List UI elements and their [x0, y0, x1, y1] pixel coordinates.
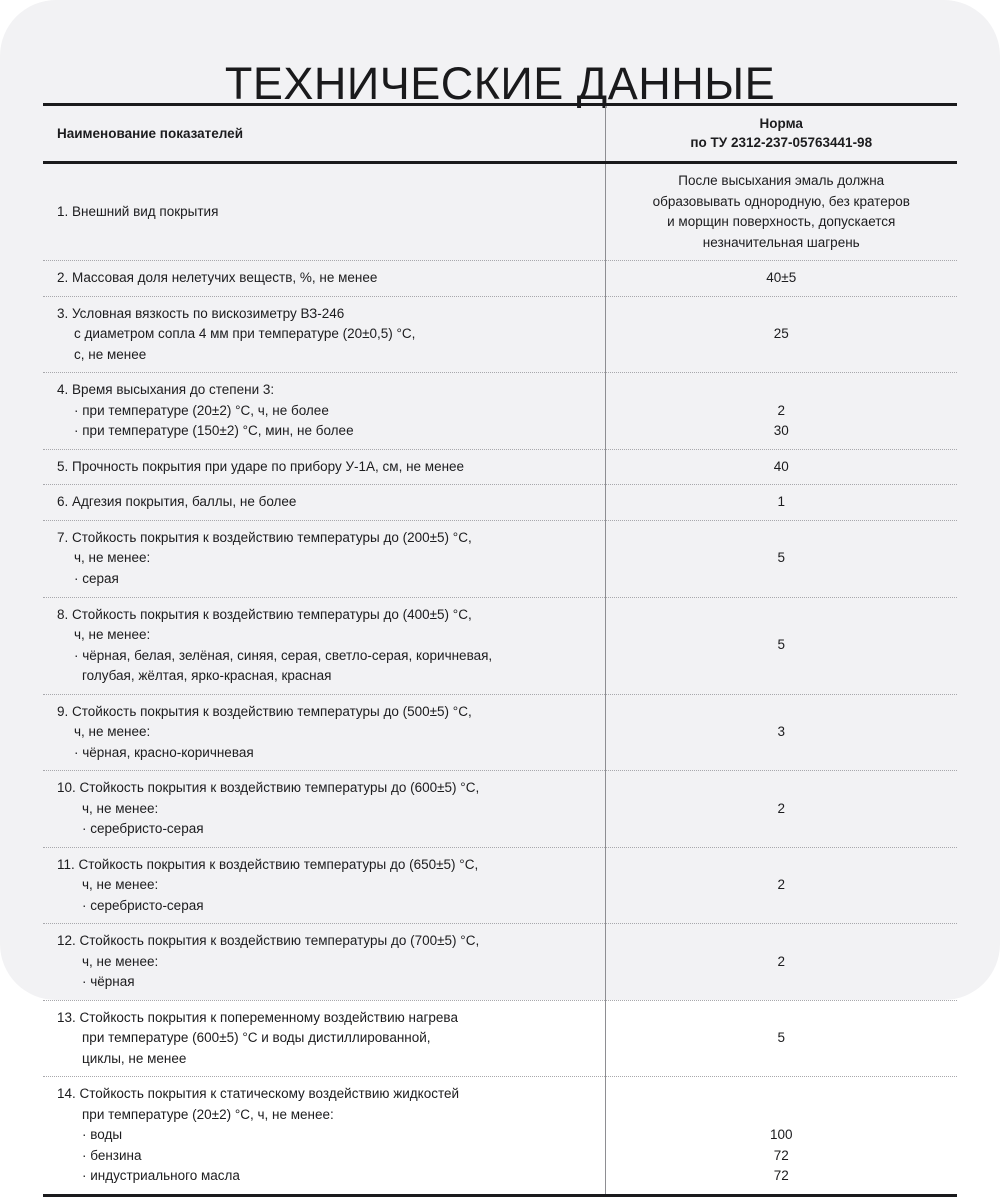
row-norm-value [605, 261, 957, 297]
parameter-line: ч, не менее: [74, 724, 151, 740]
parameter-line: · серая [74, 570, 119, 586]
value-spacer [614, 1105, 950, 1126]
value-line: 5 [777, 1030, 785, 1046]
value-line: 3 [777, 724, 785, 740]
parameter-line: ч, не менее: [74, 550, 151, 566]
value-line: 40 [773, 458, 789, 474]
row-parameter-name [43, 1077, 605, 1194]
parameter-line: 8. Стойкость покрытия к воздействию температуры до (400±5) °С, [57, 606, 472, 622]
value-line: 2 [777, 953, 785, 969]
parameter-line: 14. Стойкость покрытия к статическому воздействию жидкостей [57, 1086, 460, 1102]
row-norm-value [605, 449, 957, 485]
column-header-norm-title: Норма [759, 116, 803, 131]
table-row [43, 163, 957, 261]
table-row [43, 1077, 957, 1194]
table-row [43, 1000, 957, 1077]
parameter-line: циклы, не менее [82, 1050, 187, 1066]
parameter-line: · чёрная [82, 974, 135, 990]
row-parameter-name [43, 597, 605, 694]
column-header-norm [605, 105, 957, 163]
row-parameter-name [43, 373, 605, 450]
value-line: 2 [777, 402, 785, 418]
row-norm-value [605, 1000, 957, 1077]
table-bottom-rule [43, 1194, 957, 1197]
value-line: 5 [777, 637, 785, 653]
value-line: 2 [777, 800, 785, 816]
parameter-line: ч, не менее: [82, 800, 159, 816]
value-line: 100 [769, 1127, 793, 1143]
value-line: 40±5 [766, 270, 797, 286]
value-line: После высыхания эмаль должна [678, 173, 885, 189]
row-norm-value [605, 485, 957, 521]
table-row [43, 296, 957, 373]
value-line: 72 [773, 1168, 789, 1184]
table-header [43, 105, 957, 163]
spec-table-container [43, 103, 957, 1197]
row-parameter-name [43, 163, 605, 261]
value-line: образовывать однородную, без кратеров [652, 193, 910, 209]
table-header-row [43, 105, 957, 163]
row-parameter-name [43, 520, 605, 597]
parameter-line: 13. Стойкость покрытия к попеременному воздействию нагрева [57, 1009, 458, 1025]
page-title: ТЕХНИЧЕСКИЕ ДАННЫЕ [224, 58, 776, 110]
row-norm-value [605, 1077, 957, 1194]
parameter-line: 1. Внешний вид покрытия [57, 204, 219, 220]
value-line: 1 [777, 494, 785, 510]
value-line: 2 [777, 877, 785, 893]
parameter-line: · серебристо-серая [82, 897, 204, 913]
parameter-line: 9. Стойкость покрытия к воздействию температуры до (500±5) °С, [57, 703, 472, 719]
parameter-line: ч, не менее: [82, 953, 159, 969]
value-spacer [614, 1084, 950, 1105]
parameter-line: с диаметром сопла 4 мм при температуре (20±0,5) °С, [74, 326, 416, 342]
row-norm-value [605, 296, 957, 373]
parameter-line: ч, не менее: [74, 627, 151, 643]
parameter-line: · серебристо-серая [82, 821, 204, 837]
value-line: 72 [773, 1147, 789, 1163]
parameter-line: с, не менее [74, 346, 147, 362]
table-row [43, 373, 957, 450]
row-norm-value [605, 163, 957, 261]
column-header-name: Наименование показателей [43, 105, 605, 163]
parameter-line: ч, не менее: [82, 877, 159, 893]
parameter-line: при температуре (20±2) °С, ч, не менее: [82, 1106, 334, 1122]
row-parameter-name [43, 1000, 605, 1077]
parameter-line: 6. Адгезия покрытия, баллы, не более [57, 494, 297, 510]
table-row [43, 597, 957, 694]
row-parameter-name [43, 296, 605, 373]
value-spacer [614, 380, 950, 401]
parameter-line: 3. Условная вязкость по вискозиметру ВЗ-246 [57, 305, 345, 321]
table-row [43, 485, 957, 521]
parameter-line: · воды [82, 1127, 123, 1143]
table-row [43, 771, 957, 848]
row-parameter-name [43, 924, 605, 1001]
value-line: 30 [773, 423, 789, 439]
value-line: незначительная шагрень [702, 234, 860, 250]
parameter-line: · чёрная, белая, зелёная, синяя, серая, светло-серая, коричневая, [74, 647, 493, 663]
column-header-norm-spec: по ТУ 2312-237-05763441-98 [690, 134, 873, 150]
table-row [43, 261, 957, 297]
parameter-line: · чёрная, красно-коричневая [74, 744, 254, 760]
row-parameter-name [43, 261, 605, 297]
table-row [43, 924, 957, 1001]
row-parameter-name [43, 485, 605, 521]
table-row [43, 520, 957, 597]
parameter-line: 12. Стойкость покрытия к воздействию температуры до (700±5) °С, [57, 933, 480, 949]
value-line: 25 [773, 326, 789, 342]
table-row [43, 694, 957, 771]
parameter-line: · бензина [82, 1147, 142, 1163]
row-norm-value [605, 847, 957, 924]
row-parameter-name [43, 847, 605, 924]
parameter-line: 10. Стойкость покрытия к воздействию температуры до (600±5) °С, [57, 780, 480, 796]
row-norm-value [605, 597, 957, 694]
parameter-line: 2. Массовая доля нелетучих веществ, %, не менее [57, 270, 378, 286]
row-parameter-name [43, 771, 605, 848]
row-norm-value [605, 771, 957, 848]
table-row [43, 847, 957, 924]
value-line: 5 [777, 550, 785, 566]
value-line: и морщин поверхность, допускается [667, 214, 896, 230]
parameter-line: 11. Стойкость покрытия к воздействию температуры до (650±5) °С, [57, 856, 479, 872]
row-norm-value [605, 924, 957, 1001]
parameter-line: голубая, жёлтая, ярко-красная, красная [82, 668, 332, 684]
parameter-line: 4. Время высыхания до степени 3: [57, 382, 275, 398]
row-norm-value [605, 694, 957, 771]
parameter-line: · при температуре (20±2) °С, ч, не более [74, 402, 329, 418]
parameter-line: при температуре (600±5) °С и воды дистиллированной, [82, 1030, 431, 1046]
row-norm-value [605, 520, 957, 597]
row-norm-value [605, 373, 957, 450]
parameter-line: 7. Стойкость покрытия к воздействию температуры до (200±5) °С, [57, 529, 472, 545]
table-row [43, 449, 957, 485]
parameter-line: · при температуре (150±2) °С, мин, не более [74, 423, 354, 439]
table-body [43, 163, 957, 1194]
row-parameter-name [43, 694, 605, 771]
technical-data-table [43, 103, 957, 1194]
row-parameter-name [43, 449, 605, 485]
parameter-line: · индустриального масла [82, 1168, 240, 1184]
parameter-line: 5. Прочность покрытия при ударе по прибору У-1А, см, не менее [57, 458, 465, 474]
